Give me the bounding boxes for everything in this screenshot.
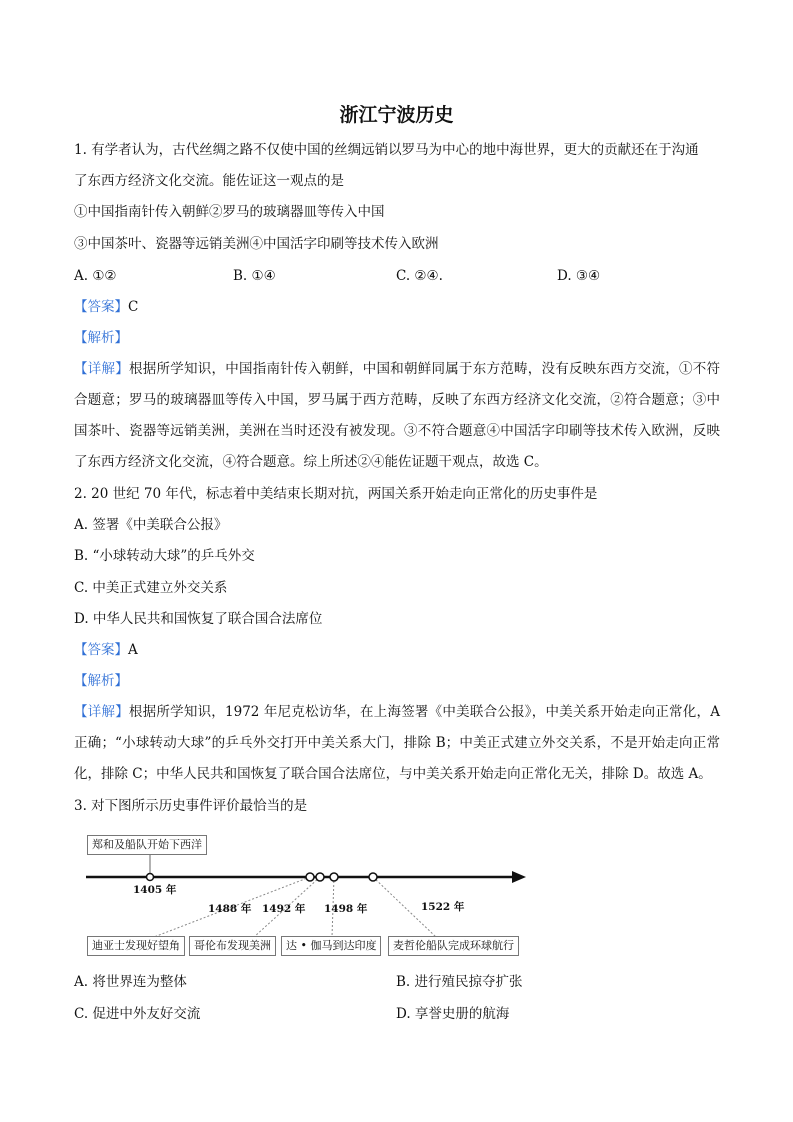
q2-option-b: B. “小球转动大球”的乒乓外交	[74, 548, 255, 564]
year-label-1498: 1498 年	[324, 903, 368, 915]
q1-detail	[74, 354, 720, 478]
q3-option-c: C. 促进中外友好交流	[74, 1006, 201, 1022]
q1-item-line1: ①中国指南针传入朝鲜②罗马的玻璃器皿等传入中国	[74, 204, 385, 220]
q1-option-b: B. ①④	[233, 268, 276, 284]
q1-stem-line2: 了东西方经济文化交流。能佐证这一观点的是	[74, 173, 344, 189]
q1-stem-line1: 1. 有学者认为，古代丝绸之路不仅使中国的丝绸远销以罗马为中心的地中海世界，更大的贡献还在于沟通	[74, 142, 699, 158]
q2-stem: 2. 20 世纪 70 年代，标志着中美结束长期对抗，两国关系开始走向正常化的历史事件是	[74, 486, 598, 502]
q2-option-a: A. 签署《中美联合公报》	[74, 517, 228, 533]
answer-tag: 【答案】	[74, 642, 128, 658]
q1-option-c: C. ②④.	[396, 268, 443, 284]
q2-option-d: D. 中华人民共和国恢复了联合国合法席位	[74, 611, 323, 627]
q1-analysis-tag: 【解析】	[74, 330, 128, 346]
timeline-top-event: 郑和及船队开始下西洋	[87, 835, 207, 855]
q2-detail	[74, 697, 720, 790]
page-title: 浙江宁波历史	[339, 104, 454, 126]
q1-item-line2: ③中国茶叶、瓷器等远销美洲④中国活字印刷等技术传入欧洲	[74, 236, 439, 252]
arrow-head	[512, 871, 526, 883]
event-box-dias: 迪亚士发现好望角	[87, 936, 185, 956]
detail-tag: 【详解】	[74, 704, 129, 720]
year-label-1488: 1488 年	[208, 903, 252, 915]
q3-option-a: A. 将世界连为整体	[74, 974, 187, 990]
q3-option-d: D. 享誉史册的航海	[396, 1006, 510, 1022]
q2-option-c: C. 中美正式建立外交关系	[74, 580, 228, 596]
point-1405	[147, 874, 154, 881]
answer-value: A	[128, 642, 138, 658]
year-label-1492: 1492 年	[262, 903, 306, 915]
answer-value: C	[128, 299, 139, 315]
q2-answer	[74, 640, 138, 660]
answer-tag: 【答案】	[74, 299, 128, 315]
q2-analysis-tag: 【解析】	[74, 673, 128, 689]
point-1522	[369, 873, 377, 881]
point-1488	[306, 873, 314, 881]
detail-text: 根据所学知识，1972 年尼克松访华，在上海签署《中美联合公报》，中美关系开始走向正常化，A 正确；“小球转动大球”的乒乓外交打开中美关系大门，排除 B；中美正式建立外交关系，不是开始走向正常化，排除 C；中华人民共和国恢复了联合国合法席位，与中美关系开始走向正常化无关，排除 D。故选 A。	[74, 704, 720, 782]
year-label-1405: 1405 年	[133, 884, 177, 896]
q1-answer	[74, 297, 138, 317]
detail-text: 根据所学知识，中国指南针传入朝鲜，中国和朝鲜同属于东方范畴，没有反映东西方交流，①不符合题意；罗马的玻璃器皿等传入中国，罗马属于西方范畴，反映了东西方经济文化交流，②符合题意；③中国茶叶、瓷器等远销美洲，美洲在当时还没有被发现。③不符合题意④中国活字印刷等技术传入欧洲，反映了东西方经济文化交流，④符合题意。综上所述②④能佐证题干观点，故选 C。	[74, 361, 720, 470]
event-box-columbus: 哥伦布发现美洲	[189, 936, 276, 956]
year-label-1522: 1522 年	[421, 901, 465, 913]
event-box-da-gama: 达 • 伽马到达印度	[281, 936, 381, 956]
point-1498	[330, 873, 338, 881]
q1-option-a: A. ①②	[74, 268, 117, 284]
q1-option-d: D. ③④	[557, 268, 601, 284]
point-1492	[316, 873, 324, 881]
q3-option-b: B. 进行殖民掠夺扩张	[396, 974, 523, 990]
timeline-figure	[84, 830, 534, 960]
event-box-magellan: 麦哲伦船队完成环球航行	[388, 936, 519, 956]
detail-tag: 【详解】	[74, 361, 129, 377]
q3-stem: 3. 对下图所示历史事件评价最恰当的是	[74, 798, 308, 814]
